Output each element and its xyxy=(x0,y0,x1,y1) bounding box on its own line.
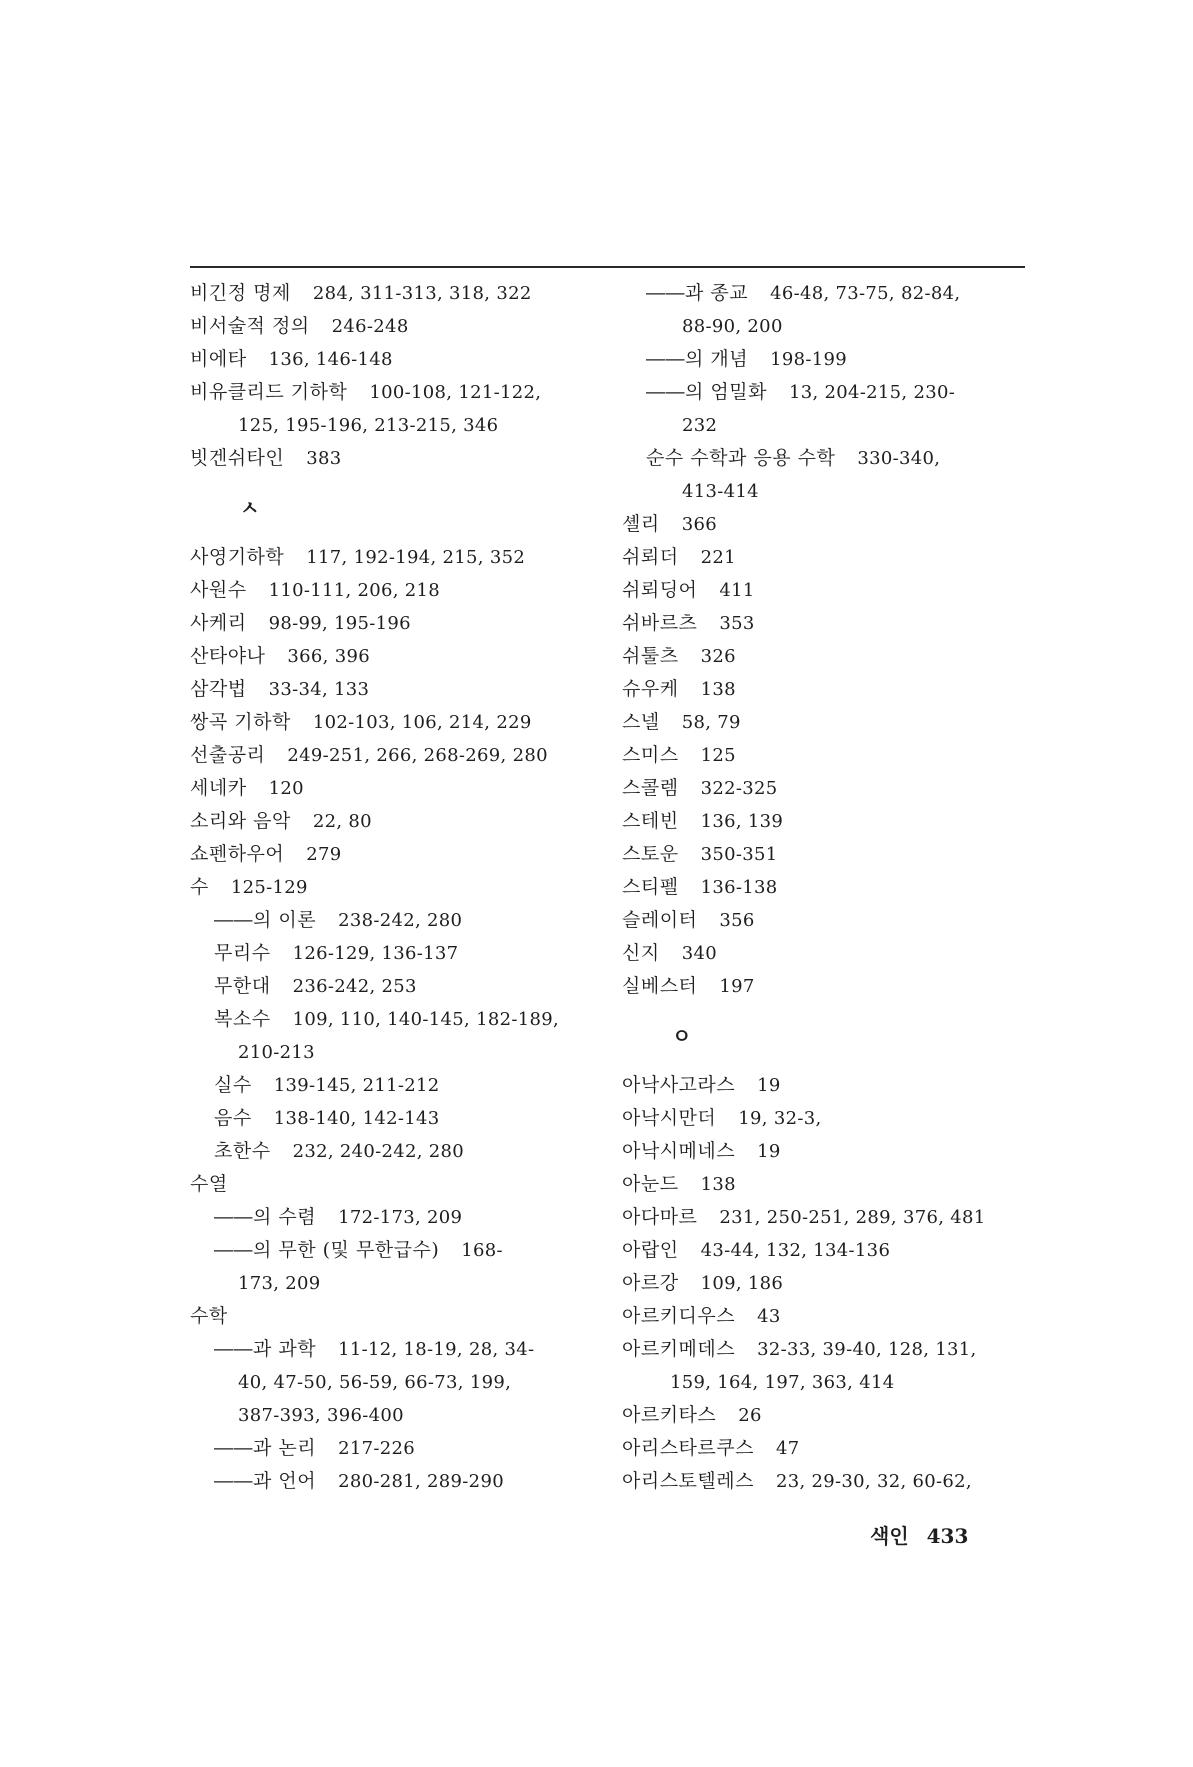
entry-term: 슈우케 xyxy=(622,678,679,700)
index-continuation xyxy=(622,310,1027,343)
entry-pages: 125, 195-196, 213-215, 346 xyxy=(238,415,499,436)
entry-pages: 411 xyxy=(719,580,755,601)
entry-pages: 232, 240-242, 280 xyxy=(292,1141,465,1162)
entry-pages: 126-129, 136-137 xyxy=(292,943,459,964)
entry-term: 음수 xyxy=(214,1107,252,1129)
entry-pages: 236-242, 253 xyxy=(292,976,417,997)
index-entry xyxy=(622,640,1027,673)
entry-term: 쉬뢰딩어 xyxy=(622,579,698,601)
entry-pages: 33-34, 133 xyxy=(268,679,370,700)
entry-term: 슬레이터 xyxy=(622,909,698,931)
entry-pages: 139-145, 211-212 xyxy=(273,1075,440,1096)
index-subentry xyxy=(190,937,610,970)
entry-pages: 173, 209 xyxy=(238,1273,321,1294)
index-entry xyxy=(622,871,1027,904)
entry-term: 스콜렘 xyxy=(622,777,679,799)
entry-pages: 136, 146-148 xyxy=(268,349,393,370)
index-continuation xyxy=(190,1267,610,1300)
index-column-right xyxy=(622,277,1027,1498)
index-entry xyxy=(190,838,610,871)
index-subentry xyxy=(622,343,1027,376)
entry-pages: 110-111, 206, 218 xyxy=(268,580,441,601)
index-subentry xyxy=(622,442,1027,475)
entry-pages: 198-199 xyxy=(770,349,848,370)
entry-pages: 249-251, 266, 268-269, 280 xyxy=(287,745,548,766)
entry-pages: 102-103, 106, 214, 229 xyxy=(312,712,532,733)
index-continuation xyxy=(622,1366,1027,1399)
index-continuation xyxy=(190,409,610,442)
index-subentry xyxy=(190,1102,610,1135)
index-subentry xyxy=(190,1201,610,1234)
entry-pages: 43-44, 132, 134-136 xyxy=(700,1240,891,1261)
entry-pages: 22, 80 xyxy=(312,811,372,832)
entry-pages: 32-33, 39-40, 128, 131, xyxy=(757,1339,977,1360)
entry-pages: 23, 29-30, 32, 60-62, xyxy=(775,1471,972,1492)
entry-pages: 138 xyxy=(700,1174,736,1195)
entry-term: 쉬바르츠 xyxy=(622,612,698,634)
index-entry xyxy=(190,574,610,607)
entry-term: 신지 xyxy=(622,942,660,964)
entry-term: 쇼펜하우어 xyxy=(190,843,285,865)
entry-pages: 168- xyxy=(461,1240,503,1261)
entry-pages: 11-12, 18-19, 28, 34- xyxy=(338,1339,535,1360)
index-entry xyxy=(190,277,610,310)
entry-pages: 366, 396 xyxy=(287,646,370,667)
entry-pages: 353 xyxy=(719,613,755,634)
entry-term: ――과 과학 xyxy=(214,1338,317,1360)
entry-pages: 221 xyxy=(700,547,736,568)
index-entry xyxy=(622,772,1027,805)
entry-term: ――과 논리 xyxy=(214,1437,317,1459)
entry-pages: 26 xyxy=(738,1405,762,1426)
entry-term: 순수 수학과 응용 수학 xyxy=(646,447,836,469)
index-entry xyxy=(622,1201,1027,1234)
index-entry xyxy=(622,1234,1027,1267)
entry-pages: 125 xyxy=(700,745,736,766)
index-continuation xyxy=(190,1399,610,1432)
index-entry xyxy=(190,706,610,739)
entry-term: 아다마르 xyxy=(622,1206,698,1228)
entry-term: 쉬뢰더 xyxy=(622,546,679,568)
entry-term: 아랍인 xyxy=(622,1239,679,1261)
entry-term: 실수 xyxy=(214,1074,252,1096)
entry-pages: 383 xyxy=(306,448,342,469)
entry-term: 아르키메데스 xyxy=(622,1338,736,1360)
entry-pages: 238-242, 280 xyxy=(338,910,463,931)
entry-term: 쌍곡 기하학 xyxy=(190,711,291,733)
entry-term: 아르키타스 xyxy=(622,1404,717,1426)
entry-pages: 350-351 xyxy=(700,844,778,865)
index-entry xyxy=(622,1267,1027,1300)
entry-term: ――과 언어 xyxy=(214,1470,317,1492)
entry-pages: 19 xyxy=(757,1075,781,1096)
entry-term: 선출공리 xyxy=(190,744,266,766)
entry-term: ――과 종교 xyxy=(646,282,749,304)
index-entry xyxy=(190,772,610,805)
index-entry xyxy=(190,1300,610,1333)
entry-pages: 109, 110, 140-145, 182-189, xyxy=(292,1009,560,1030)
entry-term: 수 xyxy=(190,876,209,898)
entry-term: 삼각법 xyxy=(190,678,247,700)
index-entry xyxy=(622,1135,1027,1168)
index-entry xyxy=(622,838,1027,871)
entry-pages: 88-90, 200 xyxy=(682,316,783,337)
index-entry xyxy=(622,541,1027,574)
index-entry xyxy=(622,508,1027,541)
index-subentry xyxy=(622,277,1027,310)
entry-pages: 98-99, 195-196 xyxy=(268,613,411,634)
index-entry xyxy=(622,805,1027,838)
entry-term: 비긴정 명제 xyxy=(190,282,291,304)
entry-term: 스넬 xyxy=(622,711,660,733)
entry-term: 비서술적 정의 xyxy=(190,315,310,337)
entry-pages: 210-213 xyxy=(238,1042,315,1063)
entry-pages: 356 xyxy=(719,910,755,931)
entry-pages: 217-226 xyxy=(338,1438,416,1459)
entry-term: 셸리 xyxy=(622,513,660,535)
index-entry xyxy=(190,541,610,574)
entry-pages: 117, 192-194, 215, 352 xyxy=(306,547,526,568)
entry-pages: 231, 250-251, 289, 376, 481 xyxy=(719,1207,986,1228)
index-column-left xyxy=(190,277,610,1498)
entry-term: 무리수 xyxy=(214,942,271,964)
index-entry xyxy=(190,805,610,838)
index-entry xyxy=(622,706,1027,739)
entry-term: ――의 개념 xyxy=(646,348,749,370)
entry-term: ――의 이론 xyxy=(214,909,317,931)
entry-term: ――의 수렴 xyxy=(214,1206,317,1228)
entry-pages: 172-173, 209 xyxy=(338,1207,463,1228)
entry-pages: 159, 164, 197, 363, 414 xyxy=(670,1372,895,1393)
entry-term: 산타야나 xyxy=(190,645,266,667)
index-subentry xyxy=(190,1234,610,1267)
index-subentry xyxy=(190,904,610,937)
entry-term: 비에타 xyxy=(190,348,247,370)
entry-pages: 13, 204-215, 230- xyxy=(788,382,956,403)
entry-term: 초한수 xyxy=(214,1140,271,1162)
entry-term: 실베스터 xyxy=(622,975,698,997)
index-entry xyxy=(622,1069,1027,1102)
entry-pages: 125-129 xyxy=(230,877,308,898)
entry-term: 아리스타르쿠스 xyxy=(622,1437,754,1459)
entry-pages: 100-108, 121-122, xyxy=(369,382,542,403)
entry-term: 아눈드 xyxy=(622,1173,679,1195)
index-entry xyxy=(622,904,1027,937)
index-entry xyxy=(190,673,610,706)
index-entry xyxy=(622,1432,1027,1465)
index-entry xyxy=(622,739,1027,772)
entry-pages: 109, 186 xyxy=(700,1273,784,1294)
page-folio xyxy=(870,1520,968,1549)
entry-pages: 138-140, 142-143 xyxy=(273,1108,440,1129)
entry-term: 아리스토텔레스 xyxy=(622,1470,754,1492)
entry-pages: 19 xyxy=(757,1141,781,1162)
section-heading: ㅅ xyxy=(240,496,260,520)
entry-term: 쉬툴츠 xyxy=(622,645,679,667)
entry-term: 사영기하학 xyxy=(190,546,285,568)
entry-pages: 197 xyxy=(719,976,755,997)
index-subentry xyxy=(190,1069,610,1102)
entry-term: 아르키디우스 xyxy=(622,1305,736,1327)
index-entry xyxy=(622,970,1027,1003)
entry-pages: 330-340, xyxy=(857,448,941,469)
entry-pages: 322-325 xyxy=(700,778,778,799)
entry-pages: 138 xyxy=(700,679,736,700)
folio-label: 색인 xyxy=(870,1524,909,1548)
entry-term: 스토운 xyxy=(622,843,679,865)
entry-pages: 340 xyxy=(681,943,717,964)
entry-pages: 232 xyxy=(682,415,718,436)
index-entry xyxy=(622,1102,1027,1135)
entry-pages: 280-281, 289-290 xyxy=(338,1471,504,1492)
index-entry xyxy=(622,607,1027,640)
entry-pages: 40, 47-50, 56-59, 66-73, 199, xyxy=(238,1372,512,1393)
entry-term: 수열 xyxy=(190,1173,228,1195)
entry-term: 스미스 xyxy=(622,744,679,766)
entry-term: 수학 xyxy=(190,1305,228,1327)
index-continuation xyxy=(622,409,1027,442)
page-number: 433 xyxy=(926,1524,969,1548)
entry-term: ――의 무한 (및 무한급수) xyxy=(214,1239,440,1261)
entry-term: 소리와 음악 xyxy=(190,810,291,832)
header-rule xyxy=(190,266,1025,268)
index-entry xyxy=(190,640,610,673)
index-subentry xyxy=(190,1135,610,1168)
entry-term: 아낙시메네스 xyxy=(622,1140,736,1162)
entry-term: 세네카 xyxy=(190,777,247,799)
entry-term: 사케리 xyxy=(190,612,247,634)
entry-pages: 366 xyxy=(681,514,717,535)
entry-term: 스티펠 xyxy=(622,876,679,898)
index-entry xyxy=(190,376,610,409)
index-entry xyxy=(622,937,1027,970)
index-subentry xyxy=(190,1465,610,1498)
entry-term: ――의 엄밀화 xyxy=(646,381,767,403)
entry-term: 아르강 xyxy=(622,1272,679,1294)
section-heading: ㅇ xyxy=(672,1024,692,1048)
index-entry xyxy=(622,1399,1027,1432)
index-continuation xyxy=(622,475,1027,508)
entry-pages: 326 xyxy=(700,646,736,667)
entry-pages: 47 xyxy=(775,1438,800,1459)
index-entry xyxy=(622,1465,1027,1498)
entry-term: 스테빈 xyxy=(622,810,679,832)
entry-term: 빗겐쉬타인 xyxy=(190,447,285,469)
entry-term: 비유클리드 기하학 xyxy=(190,381,348,403)
entry-pages: 136-138 xyxy=(700,877,778,898)
entry-pages: 246-248 xyxy=(331,316,409,337)
index-subentry xyxy=(190,1003,610,1036)
index-entry xyxy=(622,673,1027,706)
index-entry xyxy=(190,739,610,772)
entry-term: 복소수 xyxy=(214,1008,271,1030)
entry-term: 아낙사고라스 xyxy=(622,1074,736,1096)
index-entry xyxy=(190,310,610,343)
entry-term: 아낙시만더 xyxy=(622,1107,717,1129)
index-entry xyxy=(622,1168,1027,1201)
entry-pages: 120 xyxy=(268,778,304,799)
index-subentry xyxy=(190,1333,610,1366)
entry-pages: 46-48, 73-75, 82-84, xyxy=(770,283,961,304)
entry-pages: 136, 139 xyxy=(700,811,784,832)
entry-pages: 387-393, 396-400 xyxy=(238,1405,404,1426)
index-entry xyxy=(622,574,1027,607)
entry-pages: 284, 311-313, 318, 322 xyxy=(312,283,532,304)
index-entry xyxy=(622,1300,1027,1333)
index-subentry xyxy=(190,970,610,1003)
index-entry xyxy=(190,607,610,640)
index-entry xyxy=(622,1333,1027,1366)
index-entry xyxy=(190,343,610,376)
index-subentry xyxy=(622,376,1027,409)
entry-pages: 279 xyxy=(306,844,342,865)
index-entry xyxy=(190,1168,610,1201)
entry-term: 사원수 xyxy=(190,579,247,601)
entry-pages: 58, 79 xyxy=(681,712,741,733)
entry-pages: 19, 32-3, xyxy=(738,1108,822,1129)
index-continuation xyxy=(190,1036,610,1069)
entry-pages: 413-414 xyxy=(682,481,759,502)
index-continuation xyxy=(190,1366,610,1399)
entry-pages: 43 xyxy=(757,1306,781,1327)
index-subentry xyxy=(190,1432,610,1465)
entry-term: 무한대 xyxy=(214,975,271,997)
index-entry xyxy=(190,871,610,904)
index-entry xyxy=(190,442,610,475)
